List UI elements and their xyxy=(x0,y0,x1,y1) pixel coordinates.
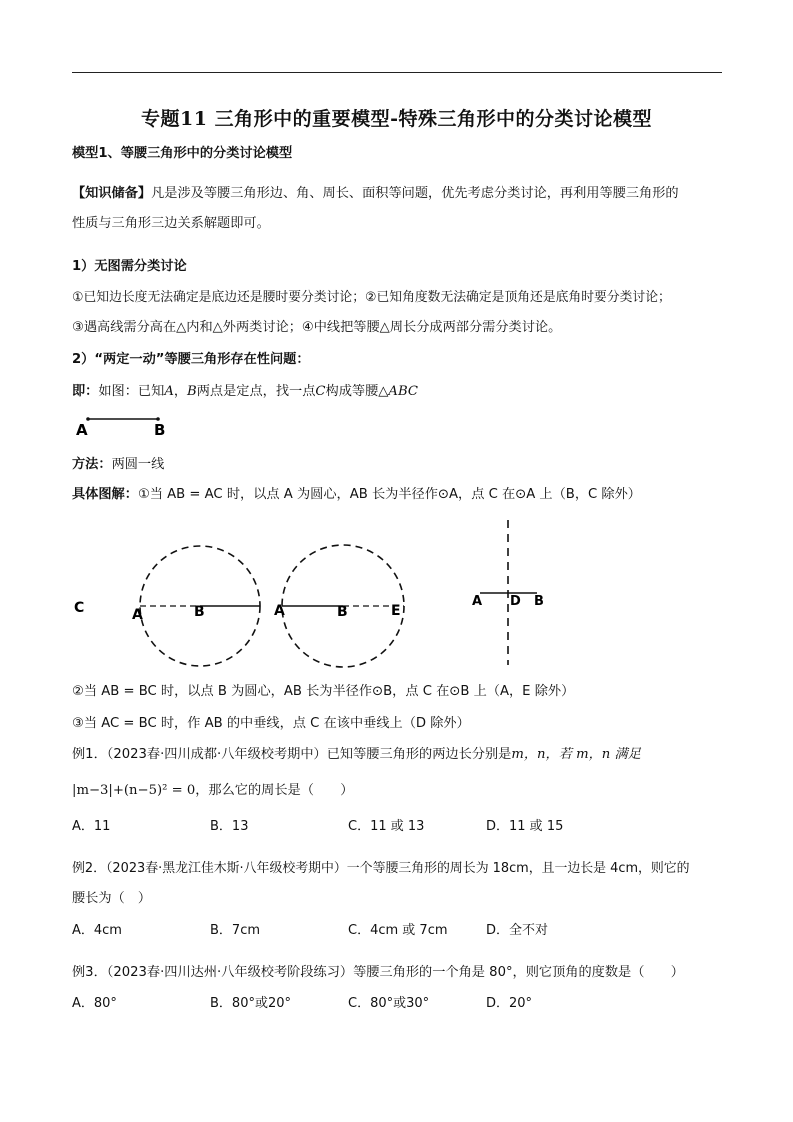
method-label: 方法： xyxy=(72,457,112,472)
section1-line2: ③遇高线需分高在△内和△外两类讨论；④中线把等腰△周长分成两部分需分类讨论。 xyxy=(72,320,562,335)
fig3-label-d: D xyxy=(510,594,521,609)
fig3-label-b: B xyxy=(534,594,544,609)
example1-option-a: A．11 xyxy=(72,819,111,834)
example3-option-d: D．20° xyxy=(486,996,533,1011)
example1-option-c: C．11 或 13 xyxy=(348,819,425,834)
header-rule xyxy=(72,72,722,73)
fig1-label-a: A xyxy=(132,607,143,623)
construction-figures xyxy=(60,515,580,675)
example3-option-a: A．80° xyxy=(72,996,117,1011)
example1-option-b: B．13 xyxy=(210,819,249,834)
example3-option-c: C．80°或30° xyxy=(348,996,430,1011)
example2-option-d: D．全不对 xyxy=(486,923,549,938)
example2-option-b: B．7cm xyxy=(210,923,261,938)
fig2-label-e: E xyxy=(391,603,401,619)
detail-label: 具体图解： xyxy=(72,487,138,502)
section2-heading: 2）“两定一动”等腰三角形存在性问题： xyxy=(72,352,310,367)
example1-vars: m，n，若 m，n 满足 xyxy=(511,747,641,762)
example1-stem: 例1．（2023春·四川成都·八年级校考期中）已知等腰三角形的两边长分别是 xyxy=(72,747,512,762)
intro-var-b: B xyxy=(187,384,197,399)
section1-heading: 1）无图需分类讨论 xyxy=(72,259,187,274)
method-text: 两圆一线 xyxy=(111,457,165,472)
example3-option-b: B．80°或20° xyxy=(210,996,292,1011)
example3-line1: 例3．（2023春·四川达州·八年级校考阶段练习）等腰三角形的一个角是 80°，则它顶角的度数是（ ） xyxy=(72,965,684,980)
section1-line1: ①已知边长度无法确定是底边还是腰时要分类讨论；②已知角度数无法确定是顶角还是底角时要分类讨论； xyxy=(72,290,671,305)
intro-text-3: 构成等腰△ xyxy=(325,384,389,399)
example2-line1: 例2．（2023春·黑龙江佳木斯·八年级校考期中）一个等腰三角形的周长为 18cm，且一边长是 4cm，则它的 xyxy=(72,861,690,876)
method-line xyxy=(72,456,164,474)
knowledge-text-1: 凡是涉及等腰三角形边、角、周长、面积等问题，优先考虑分类讨论，再利用等腰三角形的 xyxy=(151,186,679,201)
intro-text-2: 两点是定点，找一点 xyxy=(196,384,316,399)
example2-option-a: A．4cm xyxy=(72,923,122,938)
knowledge-tag: 【知识储备】 xyxy=(72,186,152,201)
segment-label-a: A xyxy=(76,421,88,439)
fig1-label-c: C xyxy=(74,600,85,616)
page-title: 专题11 三角形中的重要模型-特殊三角形中的分类讨论模型 xyxy=(141,108,652,130)
case3-line: ③当 AC = BC 时，作 AB 的中垂线，点 C 在该中垂线上（D 除外） xyxy=(72,716,470,731)
example2-line2: 腰长为（ ） xyxy=(72,891,152,906)
intro-var-abc: ABC xyxy=(388,384,418,399)
intro-label: 即： xyxy=(72,384,99,399)
example1-equation: |m−3|+(n−5)² = 0 xyxy=(72,783,196,798)
example1-line2 xyxy=(72,782,353,800)
fig3-label-a: A xyxy=(472,594,483,609)
detail-line xyxy=(72,486,641,504)
fig2-label-b: B xyxy=(337,604,348,620)
detail-text: ①当 AB = AC 时，以点 A 为圆心，AB 长为半径作⊙A，点 C 在⊙A 上（B，C 除外） xyxy=(137,487,641,502)
example2-option-c: C．4cm 或 7cm xyxy=(348,923,448,938)
fig1-label-b: B xyxy=(194,604,205,620)
segment-ab-figure xyxy=(70,410,190,440)
knowledge-paragraph-line1 xyxy=(72,185,679,203)
example1-option-d: D．11 或 15 xyxy=(486,819,564,834)
intro-var-a: A xyxy=(164,384,174,399)
example1-line1 xyxy=(72,746,641,764)
intro-var-c: C xyxy=(315,384,326,399)
segment-label-b: B xyxy=(154,421,166,439)
case2-line: ②当 AB = BC 时，以点 B 为圆心，AB 长为半径作⊙B，点 C 在⊙B 上（A，E 除外） xyxy=(72,684,575,699)
intro-text: 如图：已知 xyxy=(98,384,165,399)
fig2-label-a: A xyxy=(274,603,285,619)
model1-heading: 模型1、等腰三角形中的分类讨论模型 xyxy=(72,146,293,161)
intro-comma: ， xyxy=(173,384,188,399)
knowledge-text-2: 性质与三角形三边关系解题即可。 xyxy=(72,216,270,231)
section2-intro xyxy=(72,383,418,401)
example1-question: ，那么它的周长是（ ） xyxy=(195,783,354,798)
